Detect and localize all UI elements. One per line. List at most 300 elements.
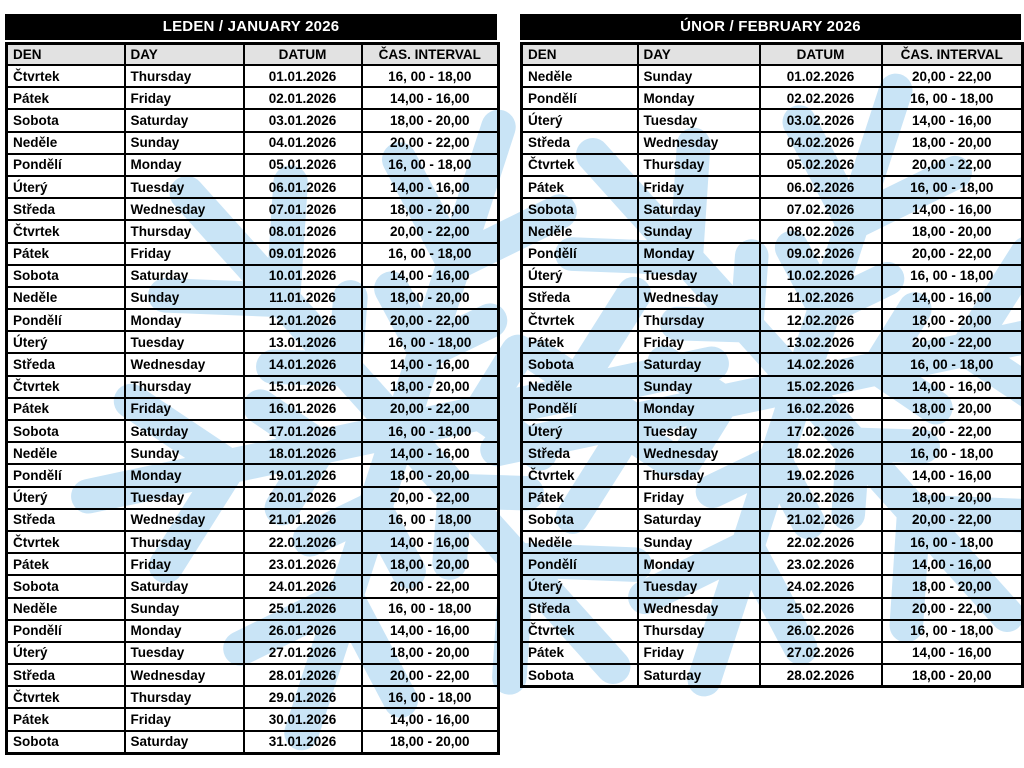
table-title-january: LEDEN / JANUARY 2026	[5, 14, 497, 40]
table-row	[7, 132, 499, 154]
day-en-cell: Tuesday	[125, 331, 244, 353]
date-cell: 05.01.2026	[244, 154, 362, 176]
date-cell: 05.02.2026	[760, 154, 882, 176]
day-en-cell: Thursday	[125, 531, 244, 553]
day-cs-cell: Úterý	[7, 331, 125, 353]
date-cell: 17.01.2026	[244, 420, 362, 442]
day-en-cell: Thursday	[125, 220, 244, 242]
date-cell: 28.02.2026	[760, 664, 882, 687]
date-cell: 10.02.2026	[760, 265, 882, 287]
interval-cell: 18,00 - 20,00	[882, 575, 1023, 597]
date-cell: 22.01.2026	[244, 531, 362, 553]
interval-cell: 18,00 - 20,00	[362, 376, 499, 398]
interval-cell: 14,00 - 16,00	[362, 176, 499, 198]
interval-cell: 20,00 - 22,00	[362, 398, 499, 420]
day-cs-cell: Sobota	[7, 265, 125, 287]
interval-cell: 18,00 - 20,00	[882, 398, 1023, 420]
table-row	[522, 154, 1023, 176]
table-row	[7, 398, 499, 420]
day-cs-cell: Pátek	[7, 87, 125, 109]
table-row	[7, 420, 499, 442]
date-cell: 17.02.2026	[760, 420, 882, 442]
date-cell: 03.01.2026	[244, 109, 362, 131]
interval-cell: 20,00 - 22,00	[882, 331, 1023, 353]
date-cell: 25.02.2026	[760, 598, 882, 620]
day-cs-cell: Sobota	[522, 509, 638, 531]
day-cs-cell: Sobota	[7, 420, 125, 442]
table-row	[7, 287, 499, 309]
table-row	[7, 176, 499, 198]
date-cell: 25.01.2026	[244, 598, 362, 620]
interval-cell: 20,00 - 22,00	[882, 154, 1023, 176]
day-cs-cell: Středa	[522, 132, 638, 154]
date-cell: 27.01.2026	[244, 642, 362, 664]
day-cs-cell: Neděle	[522, 220, 638, 242]
table-row	[522, 420, 1023, 442]
column-header-day: DAY	[125, 44, 244, 66]
interval-cell: 14,00 - 16,00	[882, 109, 1023, 131]
day-cs-cell: Neděle	[7, 598, 125, 620]
table-row	[522, 620, 1023, 642]
column-header-row	[7, 44, 499, 66]
table-row	[7, 575, 499, 597]
date-cell: 14.02.2026	[760, 353, 882, 375]
table-row	[522, 664, 1023, 687]
day-cs-cell: Úterý	[7, 176, 125, 198]
day-en-cell: Sunday	[125, 132, 244, 154]
interval-cell: 20,00 - 22,00	[882, 243, 1023, 265]
table-row	[7, 376, 499, 398]
column-header-den: DEN	[522, 44, 638, 66]
interval-cell: 18,00 - 20,00	[882, 309, 1023, 331]
day-en-cell: Friday	[638, 487, 760, 509]
interval-cell: 16, 00 - 18,00	[882, 531, 1023, 553]
day-cs-cell: Sobota	[522, 664, 638, 687]
day-cs-cell: Pátek	[7, 553, 125, 575]
day-en-cell: Wednesday	[638, 287, 760, 309]
table-row	[522, 198, 1023, 220]
day-en-cell: Thursday	[125, 65, 244, 87]
interval-cell: 16, 00 - 18,00	[882, 87, 1023, 109]
interval-cell: 20,00 - 22,00	[362, 220, 499, 242]
table-row	[522, 309, 1023, 331]
day-cs-cell: Sobota	[7, 575, 125, 597]
day-en-cell: Wednesday	[638, 132, 760, 154]
day-en-cell: Sunday	[638, 220, 760, 242]
table-row	[7, 598, 499, 620]
day-cs-cell: Úterý	[7, 642, 125, 664]
date-cell: 28.01.2026	[244, 664, 362, 686]
day-en-cell: Saturday	[125, 109, 244, 131]
date-cell: 13.02.2026	[760, 331, 882, 353]
date-cell: 24.02.2026	[760, 575, 882, 597]
interval-cell: 14,00 - 16,00	[882, 287, 1023, 309]
day-cs-cell: Středa	[522, 598, 638, 620]
day-en-cell: Thursday	[638, 154, 760, 176]
day-en-cell: Tuesday	[638, 575, 760, 597]
day-cs-cell: Neděle	[522, 376, 638, 398]
interval-cell: 18,00 - 20,00	[362, 109, 499, 131]
table-row	[522, 598, 1023, 620]
day-en-cell: Tuesday	[638, 265, 760, 287]
day-en-cell: Monday	[125, 309, 244, 331]
day-en-cell: Friday	[125, 243, 244, 265]
table-row	[522, 243, 1023, 265]
interval-cell: 20,00 - 22,00	[362, 309, 499, 331]
table-row	[7, 198, 499, 220]
column-header-interval: ČAS. INTERVAL	[362, 44, 499, 66]
day-en-cell: Wednesday	[125, 664, 244, 686]
interval-cell: 14,00 - 16,00	[882, 376, 1023, 398]
day-en-cell: Tuesday	[638, 109, 760, 131]
day-en-cell: Sunday	[638, 376, 760, 398]
day-en-cell: Wednesday	[638, 442, 760, 464]
table-row	[7, 353, 499, 375]
table-row	[522, 87, 1023, 109]
interval-cell: 20,00 - 22,00	[882, 65, 1023, 87]
interval-cell: 18,00 - 20,00	[362, 642, 499, 664]
table-row	[522, 132, 1023, 154]
date-cell: 12.02.2026	[760, 309, 882, 331]
day-cs-cell: Čtvrtek	[522, 154, 638, 176]
table-row	[522, 331, 1023, 353]
day-cs-cell: Úterý	[522, 575, 638, 597]
table-row	[522, 265, 1023, 287]
date-cell: 26.01.2026	[244, 620, 362, 642]
interval-cell: 14,00 - 16,00	[362, 265, 499, 287]
day-en-cell: Monday	[125, 154, 244, 176]
table-row	[7, 442, 499, 464]
table-row	[7, 109, 499, 131]
day-en-cell: Friday	[125, 553, 244, 575]
interval-cell: 16, 00 - 18,00	[882, 176, 1023, 198]
day-en-cell: Saturday	[638, 353, 760, 375]
day-cs-cell: Neděle	[522, 65, 638, 87]
column-header-row	[522, 44, 1023, 66]
day-cs-cell: Pátek	[522, 176, 638, 198]
date-cell: 19.01.2026	[244, 464, 362, 486]
interval-cell: 14,00 - 16,00	[362, 87, 499, 109]
day-cs-cell: Sobota	[522, 198, 638, 220]
interval-cell: 14,00 - 16,00	[362, 708, 499, 730]
date-cell: 18.02.2026	[760, 442, 882, 464]
interval-cell: 20,00 - 22,00	[362, 132, 499, 154]
date-cell: 27.02.2026	[760, 642, 882, 664]
day-cs-cell: Pátek	[7, 243, 125, 265]
day-cs-cell: Pondělí	[7, 620, 125, 642]
table-row	[522, 575, 1023, 597]
day-en-cell: Friday	[125, 708, 244, 730]
day-cs-cell: Čtvrtek	[522, 464, 638, 486]
interval-cell: 16, 00 - 18,00	[882, 442, 1023, 464]
interval-cell: 20,00 - 22,00	[362, 664, 499, 686]
interval-cell: 18,00 - 20,00	[882, 664, 1023, 687]
table-row	[522, 398, 1023, 420]
date-cell: 30.01.2026	[244, 708, 362, 730]
table-row	[7, 464, 499, 486]
interval-cell: 20,00 - 22,00	[362, 575, 499, 597]
table-row	[522, 376, 1023, 398]
day-cs-cell: Pátek	[522, 642, 638, 664]
day-en-cell: Thursday	[125, 376, 244, 398]
table-row	[7, 509, 499, 531]
day-en-cell: Friday	[638, 642, 760, 664]
table-row	[7, 664, 499, 686]
interval-cell: 16, 00 - 18,00	[362, 598, 499, 620]
interval-cell: 14,00 - 16,00	[882, 553, 1023, 575]
day-cs-cell: Pátek	[7, 398, 125, 420]
january-schedule-table	[5, 14, 497, 755]
day-en-cell: Saturday	[125, 265, 244, 287]
interval-cell: 18,00 - 20,00	[362, 198, 499, 220]
date-cell: 22.02.2026	[760, 531, 882, 553]
day-cs-cell: Úterý	[522, 265, 638, 287]
day-cs-cell: Středa	[522, 442, 638, 464]
day-en-cell: Friday	[638, 331, 760, 353]
day-en-cell: Friday	[125, 87, 244, 109]
interval-cell: 18,00 - 20,00	[882, 132, 1023, 154]
day-en-cell: Monday	[638, 398, 760, 420]
interval-cell: 18,00 - 20,00	[882, 220, 1023, 242]
day-cs-cell: Středa	[7, 509, 125, 531]
day-en-cell: Wednesday	[125, 353, 244, 375]
column-header-den: DEN	[7, 44, 125, 66]
day-cs-cell: Pondělí	[522, 87, 638, 109]
date-cell: 23.01.2026	[244, 553, 362, 575]
day-en-cell: Monday	[638, 87, 760, 109]
day-en-cell: Tuesday	[125, 642, 244, 664]
table-row	[522, 109, 1023, 131]
table-title-february: ÚNOR / FEBRUARY 2026	[520, 14, 1021, 40]
table-row	[522, 464, 1023, 486]
table-row	[522, 642, 1023, 664]
column-header-day: DAY	[638, 44, 760, 66]
day-en-cell: Friday	[125, 398, 244, 420]
table-row	[7, 265, 499, 287]
date-cell: 04.02.2026	[760, 132, 882, 154]
day-cs-cell: Čtvrtek	[7, 686, 125, 708]
date-cell: 11.01.2026	[244, 287, 362, 309]
table-row	[7, 65, 499, 87]
date-cell: 26.02.2026	[760, 620, 882, 642]
table-row	[522, 531, 1023, 553]
table-row	[7, 487, 499, 509]
interval-cell: 18,00 - 20,00	[362, 287, 499, 309]
interval-cell: 16, 00 - 18,00	[882, 353, 1023, 375]
interval-cell: 20,00 - 22,00	[362, 487, 499, 509]
day-cs-cell: Neděle	[7, 287, 125, 309]
table-row	[7, 154, 499, 176]
day-cs-cell: Pondělí	[7, 154, 125, 176]
day-cs-cell: Neděle	[7, 132, 125, 154]
interval-cell: 18,00 - 20,00	[362, 553, 499, 575]
day-en-cell: Saturday	[125, 575, 244, 597]
day-cs-cell: Úterý	[522, 109, 638, 131]
interval-cell: 14,00 - 16,00	[882, 464, 1023, 486]
day-cs-cell: Čtvrtek	[522, 620, 638, 642]
date-cell: 02.02.2026	[760, 87, 882, 109]
day-cs-cell: Pondělí	[522, 398, 638, 420]
day-cs-cell: Pondělí	[522, 553, 638, 575]
date-cell: 21.02.2026	[760, 509, 882, 531]
date-cell: 06.02.2026	[760, 176, 882, 198]
day-cs-cell: Pátek	[522, 487, 638, 509]
table-row	[522, 65, 1023, 87]
table-row	[7, 642, 499, 664]
date-cell: 15.02.2026	[760, 376, 882, 398]
date-cell: 21.01.2026	[244, 509, 362, 531]
date-cell: 20.01.2026	[244, 487, 362, 509]
date-cell: 02.01.2026	[244, 87, 362, 109]
table-row	[7, 620, 499, 642]
date-cell: 10.01.2026	[244, 265, 362, 287]
day-en-cell: Saturday	[638, 198, 760, 220]
day-cs-cell: Pondělí	[522, 243, 638, 265]
day-cs-cell: Pondělí	[7, 309, 125, 331]
day-en-cell: Sunday	[125, 287, 244, 309]
day-cs-cell: Neděle	[522, 531, 638, 553]
column-header-interval: ČAS. INTERVAL	[882, 44, 1023, 66]
table-row	[522, 176, 1023, 198]
date-cell: 06.01.2026	[244, 176, 362, 198]
table-row	[7, 686, 499, 708]
interval-cell: 16, 00 - 18,00	[362, 686, 499, 708]
table-row	[7, 309, 499, 331]
day-en-cell: Thursday	[638, 464, 760, 486]
table-row	[522, 442, 1023, 464]
day-en-cell: Sunday	[125, 598, 244, 620]
interval-cell: 20,00 - 22,00	[882, 420, 1023, 442]
date-cell: 07.01.2026	[244, 198, 362, 220]
date-cell: 09.02.2026	[760, 243, 882, 265]
interval-cell: 16, 00 - 18,00	[362, 331, 499, 353]
day-en-cell: Wednesday	[125, 198, 244, 220]
day-cs-cell: Čtvrtek	[522, 309, 638, 331]
day-en-cell: Thursday	[638, 620, 760, 642]
table-row	[7, 243, 499, 265]
day-en-cell: Sunday	[638, 65, 760, 87]
table-row	[522, 553, 1023, 575]
day-cs-cell: Sobota	[7, 109, 125, 131]
date-cell: 12.01.2026	[244, 309, 362, 331]
interval-cell: 20,00 - 22,00	[882, 509, 1023, 531]
day-cs-cell: Středa	[522, 287, 638, 309]
table-row	[7, 87, 499, 109]
date-cell: 08.02.2026	[760, 220, 882, 242]
date-cell: 13.01.2026	[244, 331, 362, 353]
date-cell: 08.01.2026	[244, 220, 362, 242]
day-en-cell: Saturday	[638, 664, 760, 687]
day-en-cell: Tuesday	[638, 420, 760, 442]
day-en-cell: Wednesday	[638, 598, 760, 620]
day-cs-cell: Středa	[7, 353, 125, 375]
table-row	[7, 553, 499, 575]
day-en-cell: Friday	[638, 176, 760, 198]
interval-cell: 16, 00 - 18,00	[882, 265, 1023, 287]
date-cell: 09.01.2026	[244, 243, 362, 265]
interval-cell: 14,00 - 16,00	[882, 642, 1023, 664]
table-row	[7, 531, 499, 553]
day-en-cell: Saturday	[125, 731, 244, 754]
interval-cell: 18,00 - 20,00	[362, 464, 499, 486]
interval-cell: 18,00 - 20,00	[362, 731, 499, 754]
date-cell: 16.02.2026	[760, 398, 882, 420]
date-cell: 20.02.2026	[760, 487, 882, 509]
interval-cell: 20,00 - 22,00	[882, 598, 1023, 620]
day-cs-cell: Pondělí	[7, 464, 125, 486]
date-cell: 29.01.2026	[244, 686, 362, 708]
table-row	[7, 731, 499, 754]
day-cs-cell: Čtvrtek	[7, 220, 125, 242]
date-cell: 23.02.2026	[760, 553, 882, 575]
day-en-cell: Tuesday	[125, 487, 244, 509]
day-en-cell: Wednesday	[125, 509, 244, 531]
interval-cell: 14,00 - 16,00	[362, 442, 499, 464]
day-cs-cell: Sobota	[7, 731, 125, 754]
day-cs-cell: Sobota	[522, 353, 638, 375]
table-row	[522, 287, 1023, 309]
date-cell: 18.01.2026	[244, 442, 362, 464]
day-en-cell: Monday	[125, 620, 244, 642]
day-cs-cell: Čtvrtek	[7, 376, 125, 398]
day-en-cell: Saturday	[125, 420, 244, 442]
table-row	[522, 487, 1023, 509]
day-en-cell: Monday	[638, 553, 760, 575]
date-cell: 04.01.2026	[244, 132, 362, 154]
day-en-cell: Thursday	[125, 686, 244, 708]
date-cell: 14.01.2026	[244, 353, 362, 375]
interval-cell: 16, 00 - 18,00	[882, 620, 1023, 642]
day-en-cell: Monday	[638, 243, 760, 265]
table-row	[7, 220, 499, 242]
february-schedule-table	[520, 14, 1021, 688]
date-cell: 31.01.2026	[244, 731, 362, 754]
day-en-cell: Tuesday	[125, 176, 244, 198]
interval-cell: 14,00 - 16,00	[362, 620, 499, 642]
day-cs-cell: Pátek	[522, 331, 638, 353]
interval-cell: 16, 00 - 18,00	[362, 420, 499, 442]
date-cell: 15.01.2026	[244, 376, 362, 398]
column-header-datum: DATUM	[760, 44, 882, 66]
day-en-cell: Sunday	[125, 442, 244, 464]
day-cs-cell: Středa	[7, 198, 125, 220]
date-cell: 11.02.2026	[760, 287, 882, 309]
day-cs-cell: Úterý	[7, 487, 125, 509]
table-row	[7, 708, 499, 730]
interval-cell: 14,00 - 16,00	[362, 353, 499, 375]
date-cell: 24.01.2026	[244, 575, 362, 597]
day-cs-cell: Neděle	[7, 442, 125, 464]
date-cell: 07.02.2026	[760, 198, 882, 220]
table-row	[522, 509, 1023, 531]
table-row	[522, 353, 1023, 375]
column-header-datum: DATUM	[244, 44, 362, 66]
interval-cell: 18,00 - 20,00	[882, 487, 1023, 509]
date-cell: 01.02.2026	[760, 65, 882, 87]
date-cell: 19.02.2026	[760, 464, 882, 486]
day-en-cell: Monday	[125, 464, 244, 486]
interval-cell: 14,00 - 16,00	[882, 198, 1023, 220]
interval-cell: 16, 00 - 18,00	[362, 65, 499, 87]
day-en-cell: Thursday	[638, 309, 760, 331]
day-en-cell: Sunday	[638, 531, 760, 553]
table-row	[7, 331, 499, 353]
interval-cell: 14,00 - 16,00	[362, 531, 499, 553]
interval-cell: 16, 00 - 18,00	[362, 509, 499, 531]
interval-cell: 16, 00 - 18,00	[362, 243, 499, 265]
date-cell: 01.01.2026	[244, 65, 362, 87]
date-cell: 03.02.2026	[760, 109, 882, 131]
